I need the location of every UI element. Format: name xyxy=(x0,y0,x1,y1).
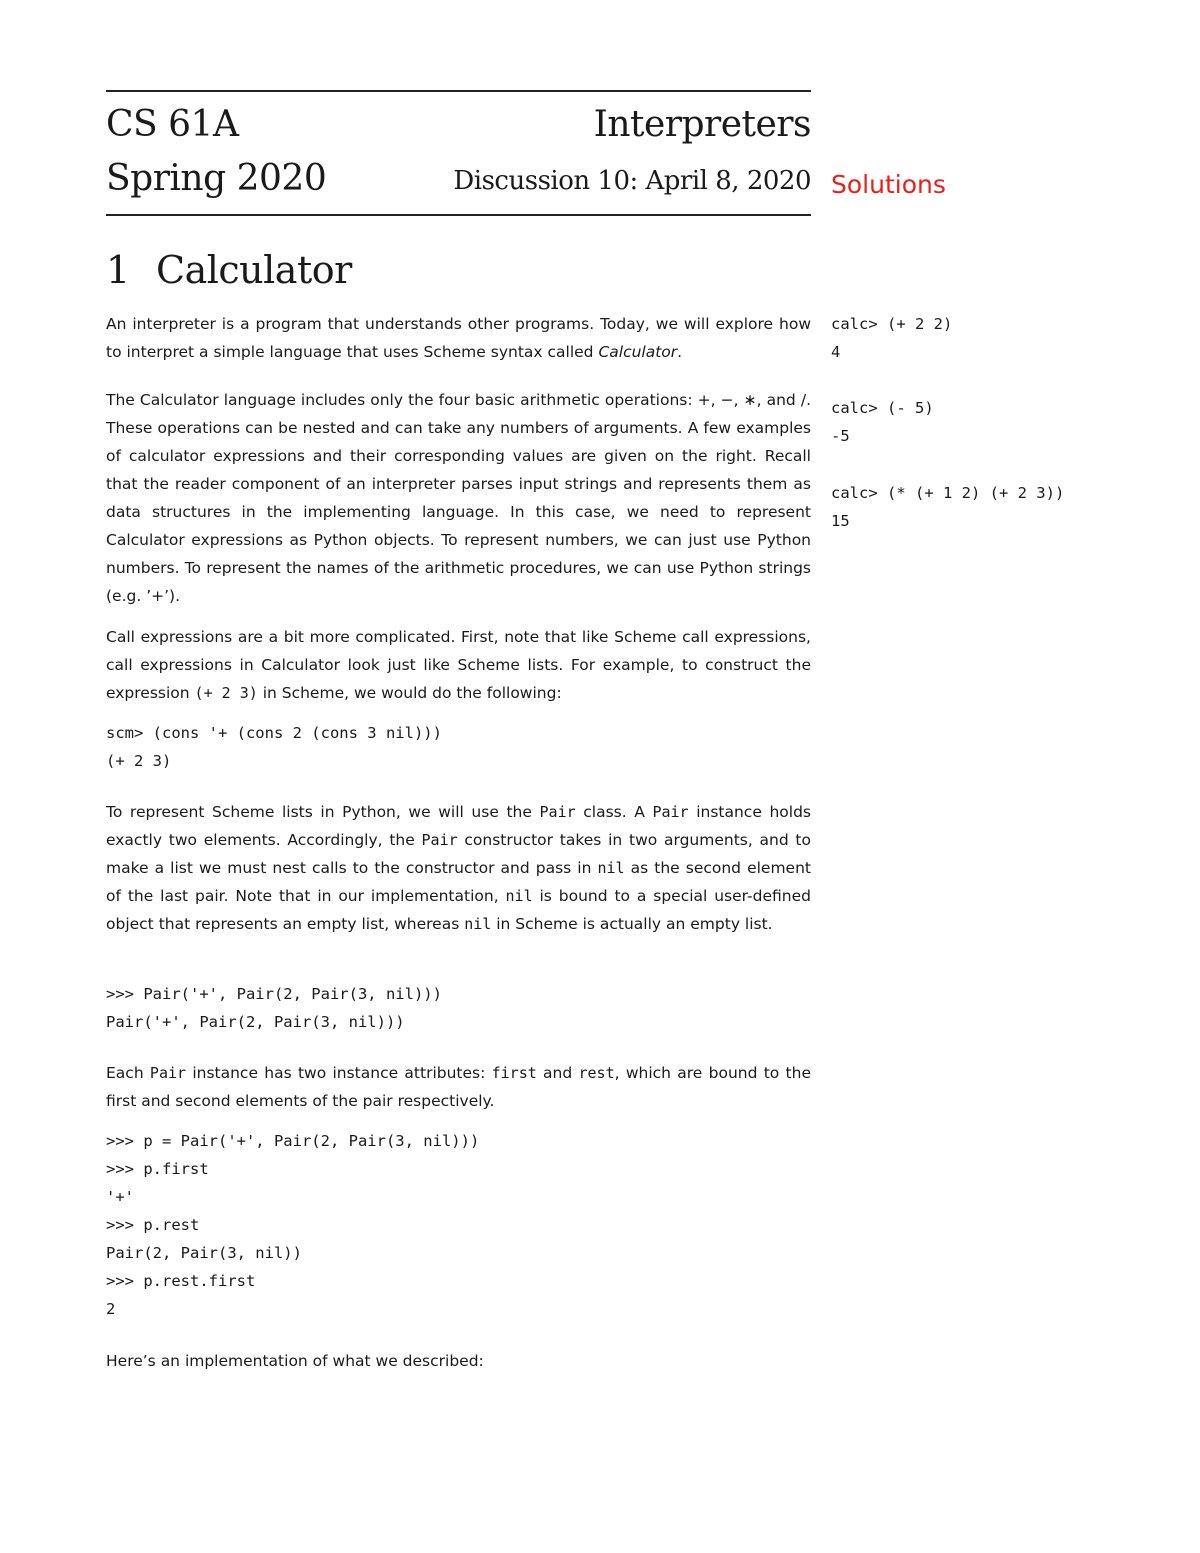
text: is bound to a special user-defined object that represents an empty list, whereas xyxy=(106,887,811,933)
header-top-rule xyxy=(106,90,811,92)
attr-code: >>> p = Pair('+', Pair(2, Pair(3, nil))) >>> p.first '+' >>> p.rest Pair(2, Pair(3, nil)) >>> p.rest.first 2 xyxy=(106,1132,480,1318)
inline-code: Pair xyxy=(421,831,458,849)
paragraph-operations xyxy=(106,386,811,610)
paragraph-call-expressions xyxy=(106,623,811,707)
inline-code: Pair xyxy=(539,803,576,821)
inline-code: Pair xyxy=(149,1064,187,1082)
pair-code: >>> Pair('+', Pair(2, Pair(3, nil))) Pair('+', Pair(2, Pair(3, nil))) xyxy=(106,985,442,1031)
paragraph-attributes xyxy=(106,1059,811,1115)
text: instance has two instance attributes: xyxy=(186,1064,492,1082)
header-bottom-rule xyxy=(106,214,811,216)
text: in Scheme is actually an empty list. xyxy=(491,915,773,933)
discussion-date: Discussion 10: April 8, 2020 xyxy=(453,166,811,196)
inline-code: nil xyxy=(597,859,625,877)
inline-code: (+ 2 3) xyxy=(194,684,258,702)
call-text-end: in Scheme, we would do the following: xyxy=(257,684,562,702)
code-scheme xyxy=(106,719,811,775)
implementation-text: Here’s an implementation of what we described: xyxy=(106,1352,484,1370)
document-topic: Interpreters xyxy=(593,104,811,145)
calc-example-3: calc> (* (+ 1 2) (+ 2 3)) 15 xyxy=(831,484,1065,530)
call-text: Call expressions are a bit more complicated. First, note that like Scheme call expressions, call expressions in Calculator look just like Scheme lists. For example, to construct the expression xyxy=(106,628,811,702)
calc-example-2: calc> (- 5) -5 xyxy=(831,399,934,445)
text: To represent Scheme lists in Python, we will use the xyxy=(106,803,540,821)
paragraph-pair-class xyxy=(106,798,811,938)
code-attr-demo xyxy=(106,1127,811,1323)
calc-example-1: calc> (+ 2 2) 4 xyxy=(831,315,953,361)
paragraph-intro xyxy=(106,310,811,366)
text: as the second element of the last pair. Note that in our implementation, xyxy=(106,859,811,905)
course-name: CS 61A xyxy=(106,104,239,145)
text: and xyxy=(536,1064,579,1082)
intro-text-end: . xyxy=(677,343,683,361)
inline-code: nil xyxy=(505,887,533,905)
section-number: 1 xyxy=(106,248,130,292)
paragraph-implementation xyxy=(106,1347,811,1375)
operations-text: The Calculator language includes only the four basic arithmetic operations: +, −, ∗, and /. These operations can be nested and can take any numbers of arguments. A few examples of calculator expressions and their corresponding values are given on the right. Recall that the reader component of an interpreter parses input strings and represents them as data structures in the implementing language. In this case, we need to represent Calculator expressions as Python objects. To represent numbers, we can just use Python numbers. To represent the names of the arithmetic procedures, we can use Python strings (e.g. ’+’). xyxy=(106,391,811,605)
section-title: Calculator xyxy=(156,248,352,292)
scheme-code: scm> (cons '+ (cons 2 (cons 3 nil))) (+ 2 3) xyxy=(106,724,442,770)
intro-text: An interpreter is a program that understands other programs. Today, we will explore how to interpret a simple language that uses Scheme syntax called xyxy=(106,315,811,361)
language-name: Calculator xyxy=(598,343,678,361)
text: , which are bound to the first and second elements of the pair respectively. xyxy=(106,1064,811,1110)
solutions-label: Solutions xyxy=(831,170,946,199)
text: constructor takes in two arguments, and to make a list we must nest calls to the constructor and pass in xyxy=(106,831,811,877)
term: Spring 2020 xyxy=(106,158,327,199)
inline-code: first xyxy=(491,1064,537,1082)
inline-code: rest xyxy=(578,1064,615,1082)
text: Each xyxy=(106,1064,150,1082)
inline-code: nil xyxy=(464,915,492,933)
inline-code: Pair xyxy=(652,803,689,821)
section-heading xyxy=(106,248,352,292)
code-pair-demo xyxy=(106,980,811,1036)
text: class. A xyxy=(575,803,653,821)
text: instance holds exactly two elements. Accordingly, the xyxy=(106,803,811,849)
